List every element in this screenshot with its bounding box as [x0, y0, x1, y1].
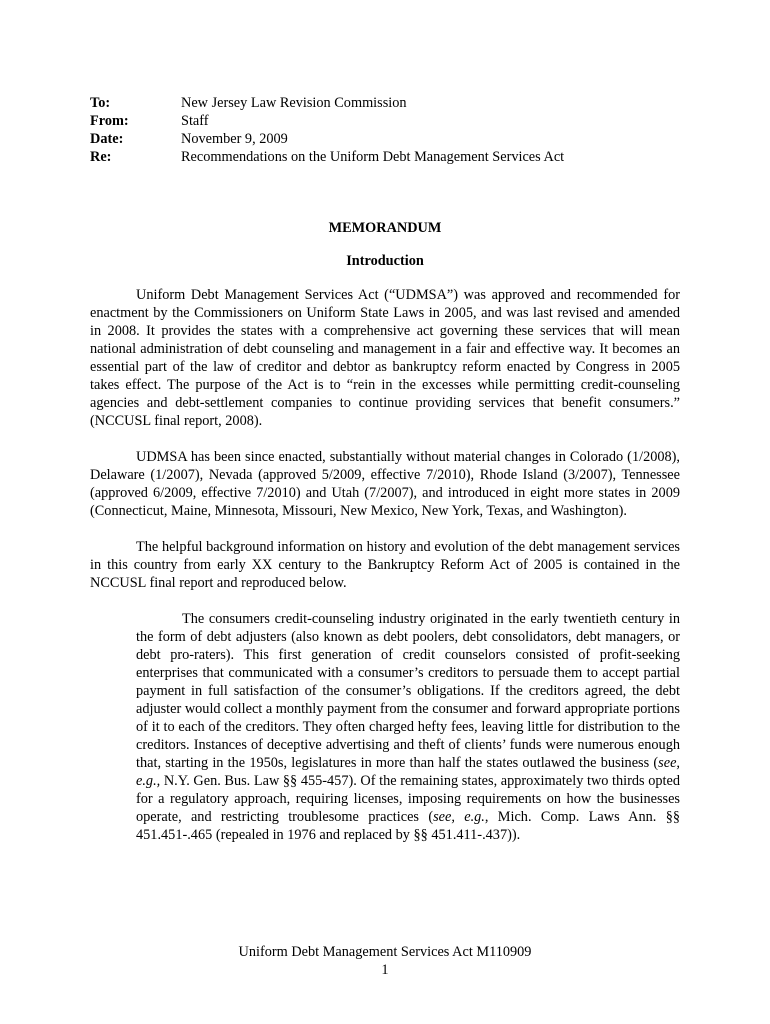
- memo-title: MEMORANDUM: [328, 220, 442, 236]
- block-quote: [136, 610, 680, 844]
- re-label: Re:: [90, 149, 112, 165]
- section-heading: Introduction: [346, 253, 424, 269]
- to-value: New Jersey Law Revision Commission: [181, 95, 407, 111]
- memo-body: [90, 286, 680, 844]
- to-label: To:: [90, 95, 111, 111]
- date-value: November 9, 2009: [181, 131, 288, 147]
- paragraph: The helpful background information on history and evolution of the debt management services in this country from early XX century to the Bankruptcy Reform Act of 2005 is contained in the NCCUSL final report and reproduced below.: [90, 539, 680, 591]
- paragraph: Uniform Debt Management Services Act (“UDMSA”) was approved and recommended for enactment by the Commissioners on Uniform State Laws in 2005, and was last revised and amended in 2008. It provides the states with a comprehensive act governing these services that will mean national administration of debt counseling and management in a fair and effective way. It becomes an essential part of the law of creditor and debtor as bankruptcy reform enacted by Congress in 2005 takes effect. The purpose of the Act is to “rein in the excesses while permitting credit-counseling agencies and debt-settlement companies to continue providing services that benefit consumers.” (NCCUSL final report, 2008).: [90, 287, 680, 429]
- from-label: From:: [90, 113, 129, 129]
- re-value: Recommendations on the Uniform Debt Management Services Act: [181, 149, 565, 165]
- date-row: [90, 130, 690, 148]
- paragraph: UDMSA has been since enacted, substantially without material changes in Colorado (1/2008), Delaware (1/2007), Nevada (approved 5/2009, effective 7/2010), Rhode Island (3/2007), Tennessee (approved 6/2009, effective 7/2010) and Utah (7/2007), and introduced in eight more states in 2009 (Connecticut, Maine, Minnesota, Missouri, New Mexico, New York, Texas, and Washington).: [90, 449, 680, 519]
- quote-citation-signal: see, e.g.: [433, 809, 485, 825]
- page-footer: [0, 943, 770, 979]
- from-value: Staff: [181, 113, 209, 129]
- to-row: [90, 94, 690, 112]
- quote-text: The consumers credit-counseling industry originated in the early twentieth century in the form of debt adjusters (also known as debt poolers, debt consolidators, debt managers, or debt pro-raters). This first generation of credit counselors consisted of profit-seeking enterprises that communicated with a consumer’s creditors to persuade them to accept partial payment in full satisfaction of the consumer’s obligations. If the creditors agreed, the debt adjuster would collect a monthly payment from the consumer and forward appropriate portions of it to each of the creditors. They often charged hefty fees, leaving little for distribution to the creditors. Instances of deceptive advertising and theft of clients’ funds were numerous enough that, starting in the 1950s, legislatures in more than half the states outlawed the business (: [136, 611, 680, 771]
- quote-citation-signal: see, e.g.,: [136, 755, 680, 789]
- quote-text: , Mich. Comp. Laws Ann. §§ 451.451-.465 (repealed in 1976 and replaced by §§ 451.411-.437)).: [136, 809, 680, 843]
- from-row: [90, 112, 690, 130]
- page-number: 1: [381, 962, 389, 978]
- date-label: Date:: [90, 131, 124, 147]
- re-row: [90, 148, 690, 166]
- quote-text: N.Y. Gen. Bus. Law §§ 455-457). Of the remaining states, approximately two thirds opted for a regulatory approach, requiring licenses, imposing requirements on how the businesses operate, and restricting troublesome practices (: [136, 773, 680, 825]
- footer-document-id: Uniform Debt Management Services Act M110909: [238, 944, 532, 960]
- memo-header: [90, 94, 690, 166]
